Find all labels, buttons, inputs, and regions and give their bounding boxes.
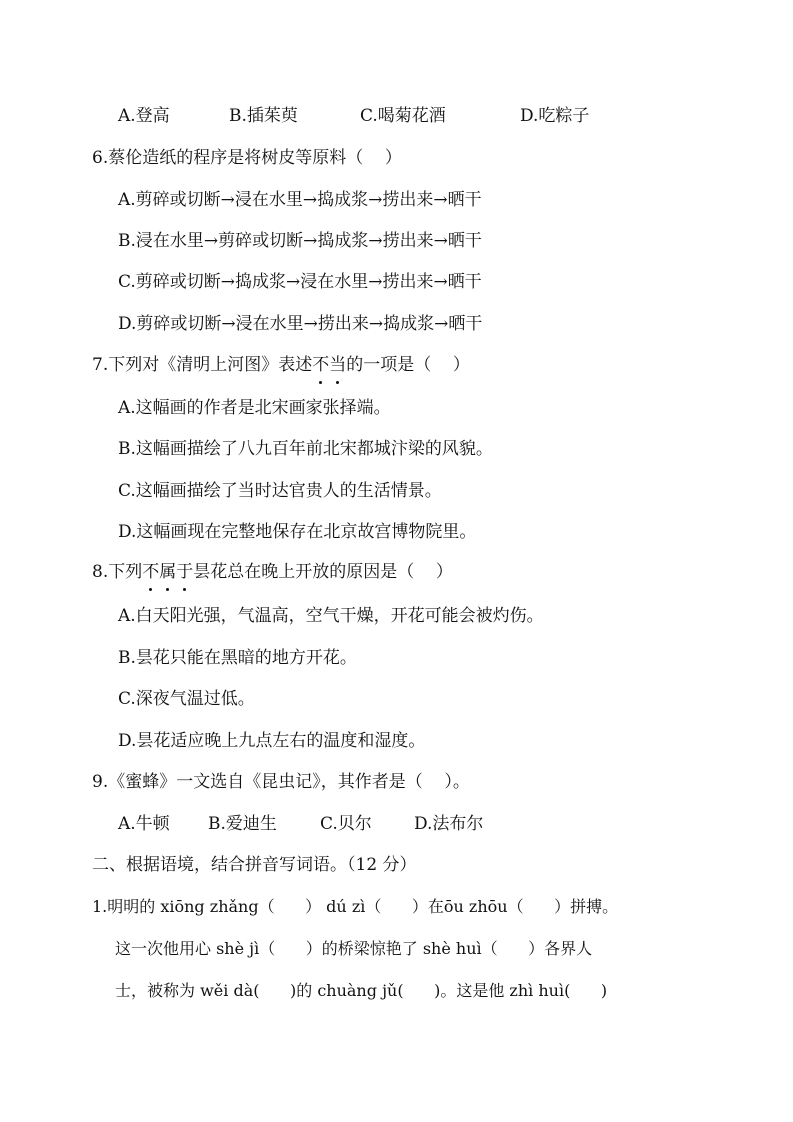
q6-stem: 6.蔡伦造纸的程序是将树皮等原料（ ） — [92, 148, 402, 168]
q8-option-d: D.昙花适应晚上九点左右的温度和湿度。 — [118, 731, 426, 751]
q8-emphasis-char-3: 于 — [176, 562, 194, 582]
q5-option-a: A.登高 — [118, 106, 170, 126]
q6-option-c: C.剪碎或切断→捣成浆→浸在水里→捞出来→晒干 — [118, 272, 482, 292]
section2-q1-line2: 这一次他用心 shè jì（ ）的桥梁惊艳了 shè huì（ ）各界人 — [115, 939, 593, 958]
q9-option-c: C.贝尔 — [320, 814, 372, 834]
q8-stem — [92, 560, 453, 584]
q5-option-d: D.吃粽子 — [520, 106, 590, 126]
q8-emphasis-char-2: 属 — [159, 562, 177, 582]
q7-emphasis-char-2: 当 — [329, 355, 347, 375]
q7-emphasis-char-1: 不 — [312, 355, 330, 375]
section2-q1-line3: 士，被称为 wěi dà( )的 chuàng jǔ( )。这是他 zhì huì( ) — [115, 981, 608, 1000]
q5-option-c: C.喝菊花酒 — [360, 106, 446, 126]
q8-option-a: A.白天阳光强，气温高，空气干燥，开花可能会被灼伤。 — [118, 606, 544, 626]
q9-option-a: A.牛顿 — [118, 814, 170, 834]
q8-emphasis-char-1: 不 — [142, 562, 160, 582]
q7-option-d: D.这幅画现在完整地保存在北京故宫博物院里。 — [118, 522, 477, 542]
q7-option-b: B.这幅画描绘了八九百年前北宋都城汴梁的风貌。 — [118, 439, 493, 459]
q7-option-c: C.这幅画描绘了当时达官贵人的生活情景。 — [118, 481, 442, 501]
q6-option-b: B.浸在水里→剪碎或切断→捣成浆→捞出来→晒干 — [118, 231, 482, 251]
q7-stem-post: 的一项是（ ） — [346, 355, 470, 375]
q9-option-b: B.爱迪生 — [208, 814, 277, 834]
q6-option-a: A.剪碎或切断→浸在水里→捣成浆→捞出来→晒干 — [118, 190, 482, 210]
q8-stem-post: 昙花总在晚上开放的原因是（ ） — [193, 562, 453, 582]
q8-option-c: C.深夜气温过低。 — [118, 689, 255, 709]
q7-option-a: A.这幅画的作者是北宋画家张择端。 — [118, 398, 391, 418]
q6-option-d: D.剪碎或切断→浸在水里→捞出来→捣成浆→晒干 — [118, 314, 483, 334]
q8-option-b: B.昙花只能在黑暗的地方开花。 — [118, 648, 357, 668]
section2-q1-line1: 1.明明的 xiōng zhǎng（ ） dú zì（ ）在ōu zhōu（ ）拼搏。 — [92, 897, 619, 916]
q5-option-b: B.插茱萸 — [229, 106, 298, 126]
q9-option-d: D.法布尔 — [414, 814, 484, 834]
section2-title: 二、根据语境，结合拼音写词语。（12 分） — [92, 855, 417, 875]
q7-stem-pre: 7.下列对《清明上河图》表述 — [92, 355, 313, 375]
q9-stem: 9.《蜜蜂》一文选自《昆虫记》，其作者是（ ）。 — [92, 772, 470, 792]
q8-stem-pre: 8.下列 — [92, 562, 143, 582]
q7-stem — [92, 353, 470, 377]
